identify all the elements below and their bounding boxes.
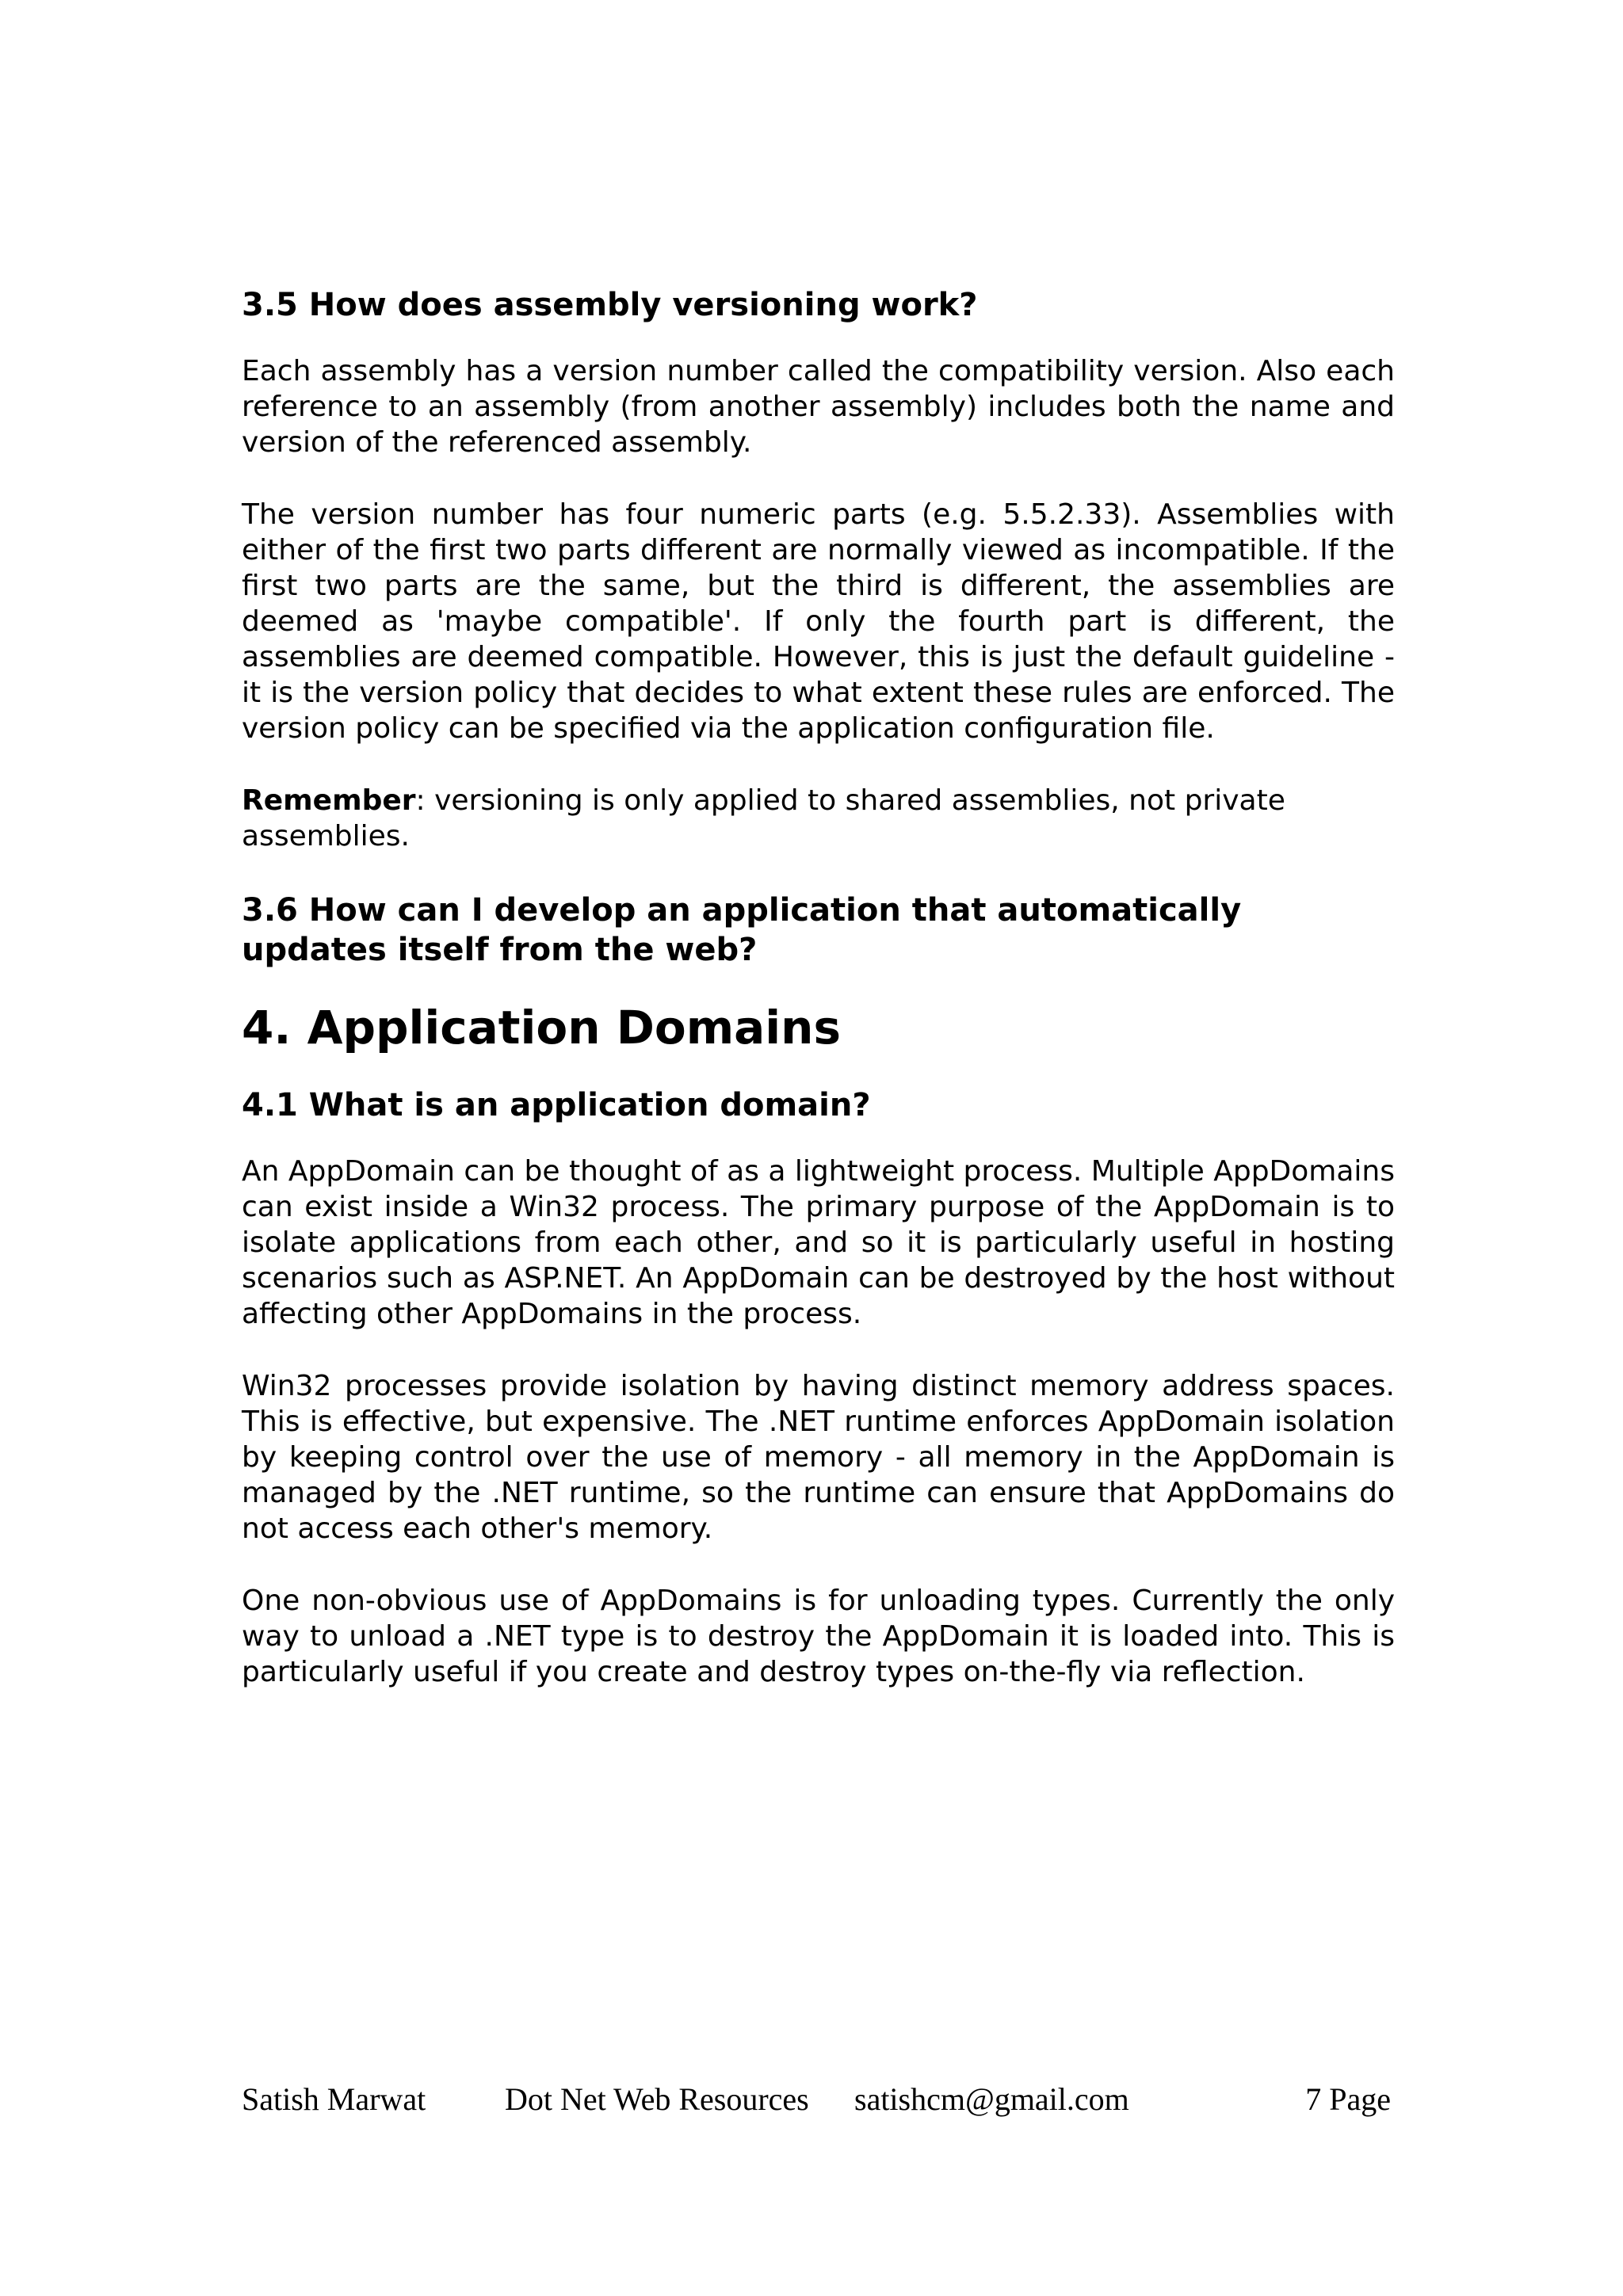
- footer-page-number: 7 Page: [1305, 2081, 1391, 2117]
- section-3-5-heading: 3.5 How does assembly versioning work?: [242, 287, 978, 323]
- footer-site: Dot Net Web Resources: [505, 2081, 809, 2117]
- remember-label: Remember: [242, 784, 416, 817]
- footer-author: Satish Marwat: [242, 2081, 426, 2117]
- document-body: [242, 285, 1395, 1726]
- section-4-1-paragraph-1: An AppDomain can be thought of as a lightweight process. Multiple AppDomains can exist inside a Win32 process. The primary purpose of the AppDomain is to isolate applications from each other, and so it is particularly useful in hosting scenarios such as ASP.NET. An AppDomain can be destroyed by the host without affecting other AppDomains in the process.: [242, 1155, 1395, 1330]
- footer-email: satishcm@gmail.com: [854, 2081, 1129, 2117]
- section-3-5-paragraph-2: The version number has four numeric parts (e.g. 5.5.2.33). Assemblies with either of the first two parts different are normally viewed as incompatible. If the first two parts are the same, but the third is different, the assemblies are deemed as 'maybe compatible'. If only the fourth part is different, the assemblies are deemed compatible. However, this is just the default guideline - it is the version policy that decides to what extent these rules are enforced. The version policy can be specified via the application configuration file.: [242, 498, 1395, 745]
- chapter-4-title: 4. Application Domains: [242, 1001, 841, 1055]
- remember-note: [242, 783, 1395, 854]
- remember-text: : versioning is only applied to shared assemblies, not private assemblies.: [242, 784, 1285, 852]
- section-3-5-paragraph-1: Each assembly has a version number called the compatibility version. Also each reference to an assembly (from another assembly) includes both the name and version of the referenced assembly.: [242, 355, 1395, 459]
- section-3-6-heading: 3.6 How can I develop an application that automatically updates itself from the web?: [242, 892, 1242, 968]
- section-4-1-paragraph-3: One non-obvious use of AppDomains is for unloading types. Currently the only way to unload a .NET type is to destroy the AppDomain it is loaded into. This is particularly useful if you create and destroy types on-the-fly via reflection.: [242, 1585, 1395, 1688]
- section-4-1-paragraph-2: Win32 processes provide isolation by having distinct memory address spaces. This is effective, but expensive. The .NET runtime enforces AppDomain isolation by keeping control over the use of memory - all memory in the AppDomain is managed by the .NET runtime, so the runtime can ensure that AppDomains do not access each other's memory.: [242, 1370, 1395, 1545]
- section-4-1-heading: 4.1 What is an application domain?: [242, 1087, 871, 1123]
